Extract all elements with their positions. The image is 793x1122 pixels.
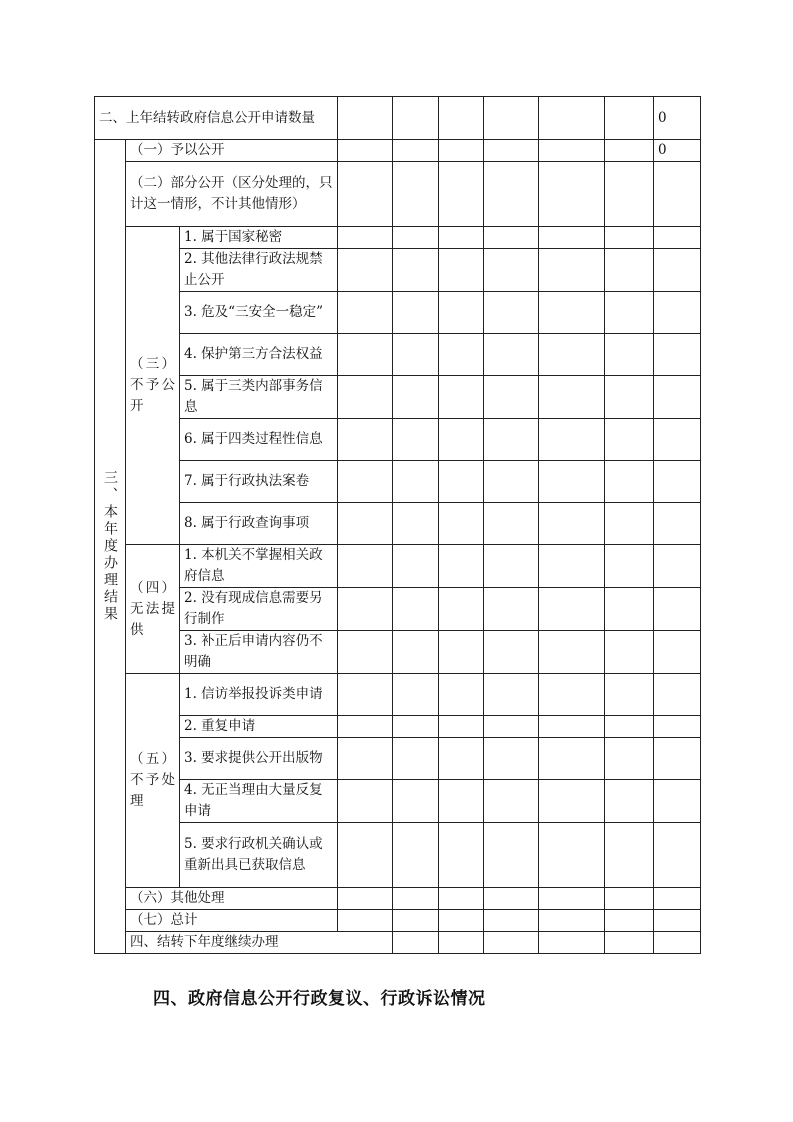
cell (484, 631, 539, 674)
cell (338, 292, 393, 334)
not-disclosed-row (95, 503, 701, 545)
cell (484, 910, 539, 932)
cell (393, 461, 439, 503)
cell (484, 545, 539, 588)
cell (338, 780, 393, 823)
unable-item: 2. 没有现成信息需要另行制作 (180, 588, 338, 631)
cell (439, 292, 484, 334)
cell (539, 503, 605, 545)
cell (484, 334, 539, 376)
cell (439, 780, 484, 823)
cell (539, 932, 605, 954)
cell (338, 716, 393, 738)
cell (338, 631, 393, 674)
unable-row (95, 631, 701, 674)
cell (338, 738, 393, 780)
cell (484, 227, 539, 249)
disclose-all-label: （一）予以公开 (126, 140, 338, 162)
cell (439, 716, 484, 738)
cell (439, 140, 484, 162)
cell (654, 932, 701, 954)
cell (338, 545, 393, 588)
cell (539, 461, 605, 503)
cell (539, 162, 605, 227)
result-section-label: 三、本年度办理结果 (95, 140, 126, 954)
cell (439, 631, 484, 674)
cell (484, 738, 539, 780)
cell (539, 140, 605, 162)
cell (439, 932, 484, 954)
cell (605, 738, 654, 780)
cell (393, 545, 439, 588)
cell (605, 334, 654, 376)
cell (654, 823, 701, 888)
carry-out-label: 四、结转下年度继续办理 (126, 932, 393, 954)
cell (484, 162, 539, 227)
cell (654, 780, 701, 823)
cell (338, 674, 393, 716)
disclose-part-row (95, 162, 701, 227)
cell (393, 780, 439, 823)
not-disclosed-row (95, 376, 701, 419)
cell (439, 738, 484, 780)
cell (439, 588, 484, 631)
cell (539, 376, 605, 419)
carry-out-row (95, 932, 701, 954)
cell (393, 823, 439, 888)
other-row (95, 888, 701, 910)
not-processed-item: 2. 重复申请 (180, 716, 338, 738)
cell (484, 419, 539, 461)
cell (605, 419, 654, 461)
cell (605, 780, 654, 823)
cell (654, 716, 701, 738)
cell (393, 334, 439, 376)
cell (539, 674, 605, 716)
cell (605, 140, 654, 162)
cell (393, 910, 439, 932)
cell (439, 227, 484, 249)
cell (539, 910, 605, 932)
cell (484, 97, 539, 140)
cell (539, 780, 605, 823)
cell (439, 461, 484, 503)
not-disclosed-row (95, 227, 701, 249)
cell (654, 888, 701, 910)
not-processed-row (95, 738, 701, 780)
not-processed-row (95, 780, 701, 823)
cell (605, 716, 654, 738)
cell (338, 227, 393, 249)
cell (605, 823, 654, 888)
cell (539, 738, 605, 780)
total-row (95, 910, 701, 932)
not-disclosed-label: （三）不予公开 (126, 227, 180, 545)
cell (654, 588, 701, 631)
cell (654, 631, 701, 674)
cell (539, 249, 605, 292)
not-disclosed-row (95, 461, 701, 503)
cell (393, 588, 439, 631)
cell (654, 292, 701, 334)
cell (439, 97, 484, 140)
cell (605, 503, 654, 545)
unable-row (95, 545, 701, 588)
cell (654, 227, 701, 249)
section-heading: 四、政府信息公开行政复议、行政诉讼情况 (153, 989, 486, 1009)
cell (439, 162, 484, 227)
cell (393, 503, 439, 545)
cell (539, 631, 605, 674)
not-disclosed-item: 4. 保护第三方合法权益 (180, 334, 338, 376)
not-processed-item: 1. 信访举报投诉类申请 (180, 674, 338, 716)
cell (338, 419, 393, 461)
cell (484, 292, 539, 334)
unable-item: 3. 补正后申请内容仍不明确 (180, 631, 338, 674)
cell (393, 888, 439, 910)
other-label: （六）其他处理 (126, 888, 338, 910)
not-disclosed-item: 5. 属于三类内部事务信息 (180, 376, 338, 419)
not-processed-item: 5. 要求行政机关确认或重新出具已获取信息 (180, 823, 338, 888)
cell (393, 631, 439, 674)
cell (605, 227, 654, 249)
cell (393, 738, 439, 780)
unable-item: 1. 本机关不掌握相关政府信息 (180, 545, 338, 588)
carry-in-row (95, 97, 701, 140)
cell (539, 334, 605, 376)
cell (539, 419, 605, 461)
cell (654, 249, 701, 292)
cell (439, 823, 484, 888)
cell (605, 932, 654, 954)
not-disclosed-row (95, 249, 701, 292)
not-processed-item: 4. 无正当理由大量反复申请 (180, 780, 338, 823)
cell (338, 140, 393, 162)
cell (605, 162, 654, 227)
cell (393, 162, 439, 227)
cell (439, 419, 484, 461)
cell (338, 249, 393, 292)
cell (605, 376, 654, 419)
cell (605, 292, 654, 334)
not-processed-item: 3. 要求提供公开出版物 (180, 738, 338, 780)
cell (654, 334, 701, 376)
cell (393, 932, 439, 954)
disclose-all-total: 0 (654, 140, 701, 162)
cell (605, 910, 654, 932)
cell (393, 249, 439, 292)
cell (484, 932, 539, 954)
not-disclosed-item: 6. 属于四类过程性信息 (180, 419, 338, 461)
carry-in-total: 0 (654, 97, 701, 140)
cell (605, 249, 654, 292)
cell (338, 588, 393, 631)
disclose-part-total (654, 162, 701, 227)
cell (654, 376, 701, 419)
cell (439, 334, 484, 376)
cell (439, 910, 484, 932)
cell (654, 545, 701, 588)
cell (439, 888, 484, 910)
not-disclosed-item: 8. 属于行政查询事项 (180, 503, 338, 545)
not-processed-row (95, 674, 701, 716)
application-stats-table (94, 96, 701, 954)
cell (654, 738, 701, 780)
cell (393, 376, 439, 419)
cell (605, 631, 654, 674)
cell (484, 780, 539, 823)
not-disclosed-item: 3. 危及“三安全一稳定” (180, 292, 338, 334)
cell (654, 461, 701, 503)
carry-in-label: 二、上年结转政府信息公开申请数量 (95, 97, 338, 140)
unable-label: （四）无法提供 (126, 545, 180, 674)
cell (539, 588, 605, 631)
cell (654, 503, 701, 545)
cell (338, 97, 393, 140)
cell (393, 227, 439, 249)
cell (338, 888, 393, 910)
not-processed-label: （五）不予处理 (126, 674, 180, 888)
cell (484, 823, 539, 888)
cell (539, 888, 605, 910)
not-disclosed-item: 2. 其他法律行政法规禁止公开 (180, 249, 338, 292)
cell (539, 823, 605, 888)
cell (484, 461, 539, 503)
cell (605, 545, 654, 588)
not-disclosed-item: 1. 属于国家秘密 (180, 227, 338, 249)
cell (439, 249, 484, 292)
cell (393, 674, 439, 716)
cell (654, 419, 701, 461)
not-processed-row (95, 823, 701, 888)
unable-row (95, 588, 701, 631)
not-disclosed-row (95, 334, 701, 376)
cell (338, 910, 393, 932)
cell (393, 97, 439, 140)
cell (539, 227, 605, 249)
cell (605, 674, 654, 716)
cell (338, 334, 393, 376)
cell (539, 716, 605, 738)
cell (484, 376, 539, 419)
cell (338, 162, 393, 227)
disclose-part-label: （二）部分公开（区分处理的，只计这一情形，不计其他情形） (126, 162, 338, 227)
not-disclosed-row (95, 292, 701, 334)
cell (484, 249, 539, 292)
cell (605, 97, 654, 140)
cell (439, 376, 484, 419)
cell (605, 588, 654, 631)
cell (484, 503, 539, 545)
cell (338, 823, 393, 888)
cell (654, 674, 701, 716)
cell (338, 376, 393, 419)
not-disclosed-item: 7. 属于行政执法案卷 (180, 461, 338, 503)
cell (393, 419, 439, 461)
cell (484, 588, 539, 631)
cell (338, 461, 393, 503)
cell (484, 674, 539, 716)
cell (393, 140, 439, 162)
cell (539, 97, 605, 140)
cell (484, 716, 539, 738)
disclose-all-row (95, 140, 701, 162)
not-processed-row (95, 716, 701, 738)
cell (439, 545, 484, 588)
cell (484, 140, 539, 162)
cell (605, 888, 654, 910)
cell (393, 716, 439, 738)
cell (539, 292, 605, 334)
cell (654, 910, 701, 932)
cell (393, 292, 439, 334)
cell (605, 461, 654, 503)
cell (338, 503, 393, 545)
cell (439, 503, 484, 545)
not-disclosed-row (95, 419, 701, 461)
cell (539, 545, 605, 588)
cell (484, 888, 539, 910)
cell (439, 674, 484, 716)
total-label: （七）总计 (126, 910, 338, 932)
